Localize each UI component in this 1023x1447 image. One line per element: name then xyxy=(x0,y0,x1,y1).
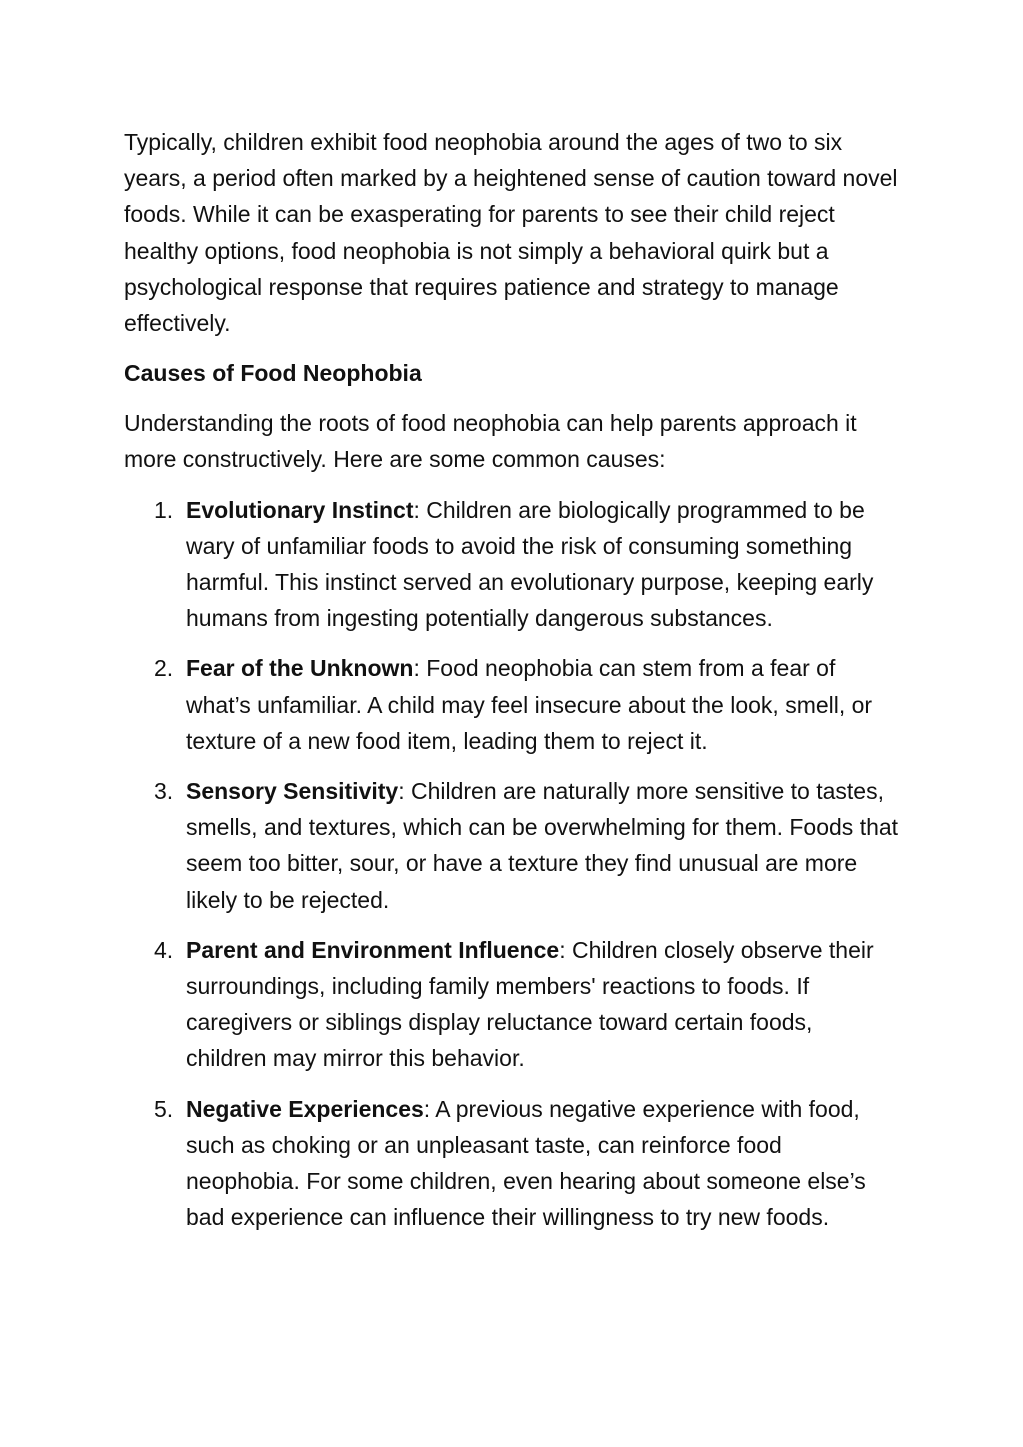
cause-text: : Children are biologically programmed to be wary of unfamiliar foods to avoid the risk of consuming something harmful. This instinct served an evolutionary purpose, keeping early humans from ingesting potentially dangerous substances. xyxy=(186,496,874,632)
cause-item-sensory-sensitivity xyxy=(124,773,899,918)
cause-title: Parent and Environment Influence xyxy=(186,936,560,963)
list-number: 2. xyxy=(154,655,174,682)
cause-text: : Children are naturally more sensitive to tastes, smells, and textures, which can be overwhelming for them. Foods that seem too bitter, sour, or have a texture they find unusual are more likely to be rejected. xyxy=(186,778,899,913)
cause-title: Fear of the Unknown xyxy=(186,655,414,682)
cause-item-evolutionary-instinct xyxy=(124,492,899,637)
cause-title: Negative Experiences xyxy=(186,1095,424,1122)
cause-text: : Food neophobia can stem from a fear of what’s unfamiliar. A child may feel insecure about the look, smell, or texture of a new food item, leading them to reject it. xyxy=(186,655,873,754)
causes-list xyxy=(124,492,899,1236)
intro-paragraph: Typically, children exhibit food neophobia around the ages of two to six years, a period often marked by a heightened sense of caution toward novel foods. While it can be exasperating for parents to see their child reject healthy options, food neophobia is not simply a behavioral quirk but a psychological response that requires patience and strategy to manage effectively. xyxy=(124,129,898,337)
cause-text: : A previous negative experience with food, such as choking or an unpleasant taste, can reinforce food neophobia. For some children, even hearing about someone else’s bad experience can influence their willingness to try new foods. xyxy=(186,1095,866,1231)
list-number: 4. xyxy=(154,936,174,963)
lead-paragraph: Understanding the roots of food neophobia can help parents approach it more constructively. Here are some common causes: xyxy=(124,410,857,473)
cause-text: : Children closely observe their surroundings, including family members' reactions to foods. If caregivers or siblings display reluctance toward certain foods, children may mirror this behavior. xyxy=(186,936,874,1072)
section-heading: Causes of Food Neophobia xyxy=(124,360,422,387)
cause-title: Evolutionary Instinct xyxy=(186,496,414,523)
cause-item-fear-of-unknown xyxy=(124,650,899,759)
cause-title: Sensory Sensitivity xyxy=(186,778,399,805)
cause-item-negative-experiences xyxy=(124,1091,899,1236)
list-number: 5. xyxy=(154,1095,174,1122)
cause-item-parent-environment-influence xyxy=(124,932,899,1077)
list-number: 3. xyxy=(154,778,174,805)
list-number: 1. xyxy=(154,496,174,523)
